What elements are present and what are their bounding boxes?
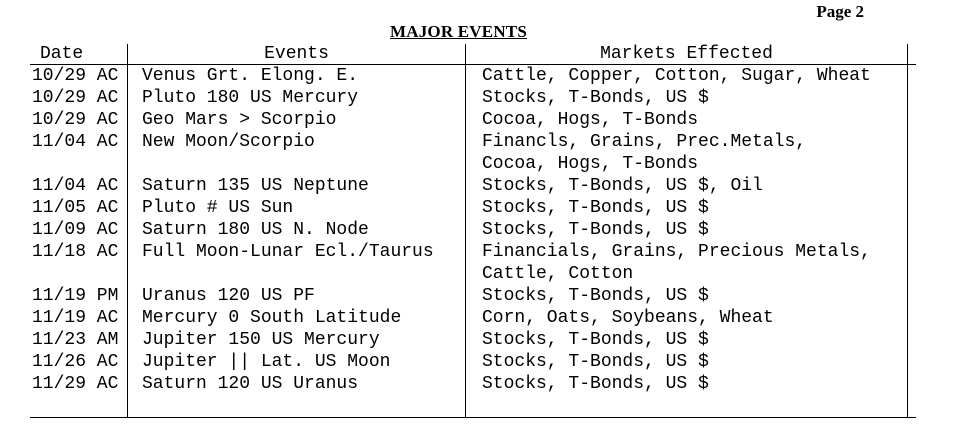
- date-cell: [30, 153, 128, 175]
- table-row: [30, 175, 916, 197]
- table-row: [30, 153, 916, 175]
- event-cell: [128, 153, 466, 175]
- table-row: [30, 65, 916, 87]
- event-cell: Full Moon-Lunar Ecl./Taurus: [128, 241, 466, 263]
- table-row: [30, 285, 916, 307]
- date-cell: [30, 395, 128, 417]
- markets-cell: Stocks, T-Bonds, US $: [466, 219, 908, 241]
- date-cell: 11/04 AC: [30, 131, 128, 153]
- markets-cell: Stocks, T-Bonds, US $: [466, 285, 908, 307]
- markets-cell: Stocks, T-Bonds, US $, Oil: [466, 175, 908, 197]
- document-title: MAJOR EVENTS: [390, 22, 527, 41]
- table-row: [30, 263, 916, 285]
- event-cell: Saturn 180 US N. Node: [128, 219, 466, 241]
- table-row: [30, 351, 916, 373]
- event-cell: Pluto # US Sun: [128, 197, 466, 219]
- markets-cell: [466, 395, 908, 417]
- date-cell: 11/19 AC: [30, 307, 128, 329]
- event-cell: Jupiter || Lat. US Moon: [128, 351, 466, 373]
- markets-cell: Stocks, T-Bonds, US $: [466, 329, 908, 351]
- events-table: [30, 44, 916, 418]
- table-row: [30, 197, 916, 219]
- table-body: [30, 65, 916, 417]
- markets-cell: Stocks, T-Bonds, US $: [466, 197, 908, 219]
- event-cell: Saturn 135 US Neptune: [128, 175, 466, 197]
- page-number: Page 2: [816, 2, 864, 21]
- date-cell: 11/29 AC: [30, 373, 128, 395]
- event-cell: Geo Mars > Scorpio: [128, 109, 466, 131]
- table-row: [30, 87, 916, 109]
- markets-cell: Stocks, T-Bonds, US $: [466, 87, 908, 109]
- markets-cell: Stocks, T-Bonds, US $: [466, 373, 908, 395]
- date-cell: 10/29 AC: [30, 65, 128, 87]
- event-cell: New Moon/Scorpio: [128, 131, 466, 153]
- markets-cell: Cocoa, Hogs, T-Bonds: [466, 109, 908, 131]
- event-cell: Pluto 180 US Mercury: [128, 87, 466, 109]
- header-markets: Markets Effected: [466, 44, 908, 64]
- date-cell: 10/29 AC: [30, 109, 128, 131]
- date-cell: 11/23 AM: [30, 329, 128, 351]
- date-cell: 11/19 PM: [30, 285, 128, 307]
- table-row: [30, 109, 916, 131]
- markets-cell: Financls, Grains, Prec.Metals,: [466, 131, 908, 153]
- event-cell: Saturn 120 US Uranus: [128, 373, 466, 395]
- markets-cell: Stocks, T-Bonds, US $: [466, 351, 908, 373]
- table-row: [30, 219, 916, 241]
- event-cell: Mercury 0 South Latitude: [128, 307, 466, 329]
- header-events: Events: [128, 44, 466, 64]
- event-cell: [128, 395, 466, 417]
- table-row: [30, 131, 916, 153]
- table-header: [30, 44, 916, 65]
- bottom-rule: [30, 417, 916, 418]
- event-cell: Venus Grt. Elong. E.: [128, 65, 466, 87]
- date-cell: 11/04 AC: [30, 175, 128, 197]
- table-row: [30, 373, 916, 395]
- table-row: [30, 329, 916, 351]
- date-cell: [30, 263, 128, 285]
- table-row: [30, 307, 916, 329]
- date-cell: 11/09 AC: [30, 219, 128, 241]
- date-cell: 11/18 AC: [30, 241, 128, 263]
- date-cell: 11/26 AC: [30, 351, 128, 373]
- table-row: [30, 241, 916, 263]
- markets-cell: Cocoa, Hogs, T-Bonds: [466, 153, 908, 175]
- table-row: [30, 395, 916, 417]
- header-date: Date: [30, 44, 128, 64]
- event-cell: Jupiter 150 US Mercury: [128, 329, 466, 351]
- markets-cell: Financials, Grains, Precious Metals,: [466, 241, 908, 263]
- markets-cell: Cattle, Cotton: [466, 263, 908, 285]
- event-cell: [128, 263, 466, 285]
- date-cell: 11/05 AC: [30, 197, 128, 219]
- markets-cell: Cattle, Copper, Cotton, Sugar, Wheat: [466, 65, 908, 87]
- markets-cell: Corn, Oats, Soybeans, Wheat: [466, 307, 908, 329]
- event-cell: Uranus 120 US PF: [128, 285, 466, 307]
- date-cell: 10/29 AC: [30, 87, 128, 109]
